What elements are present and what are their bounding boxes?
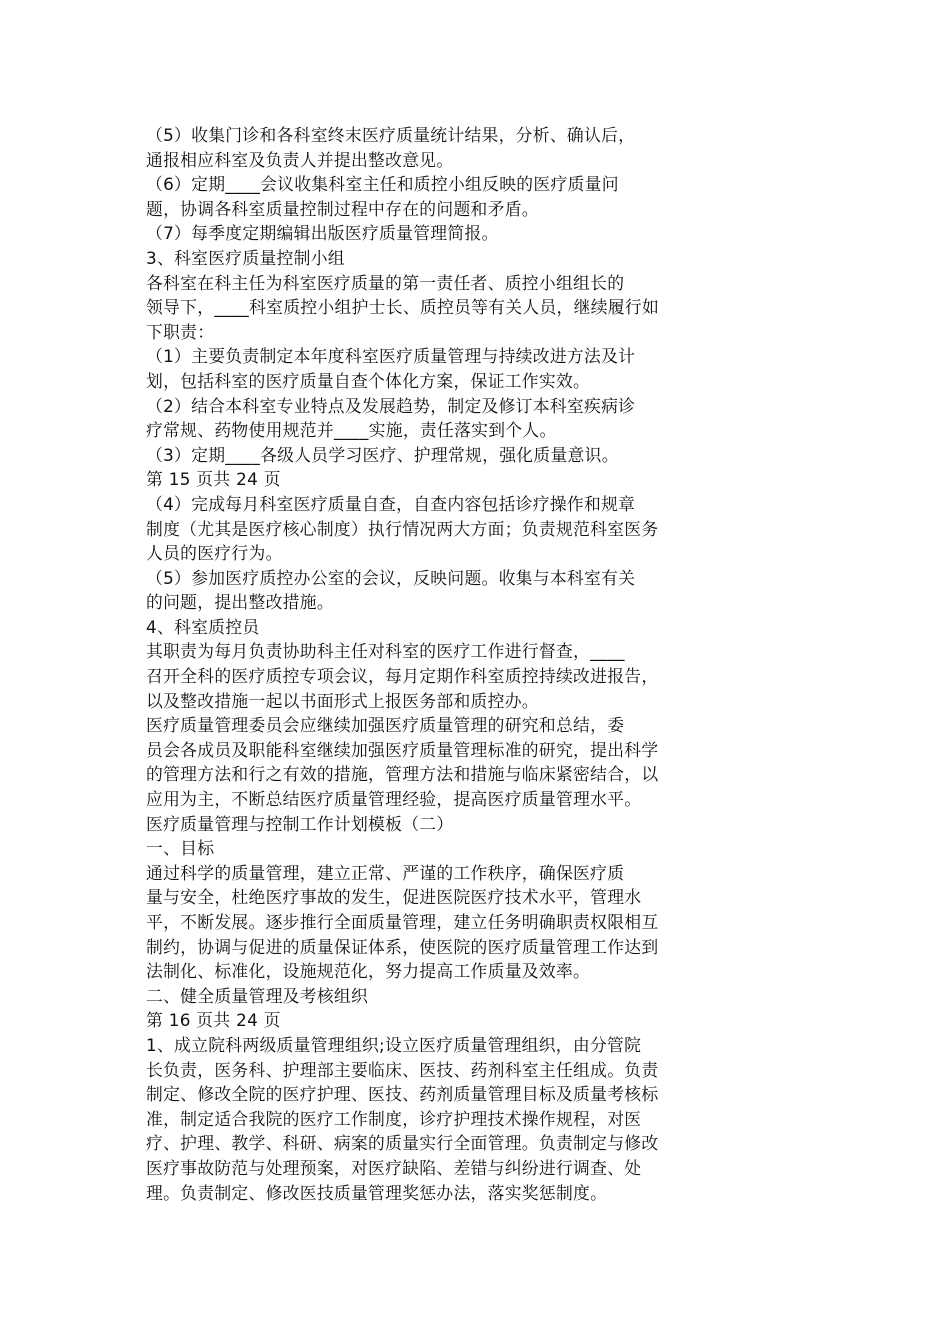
text-line: 疗常规、药物使用规范并____实施，责任落实到个人。 xyxy=(146,420,557,441)
text-line: （5）参加医疗质控办公室的会议，反映问题。收集与本科室有关 xyxy=(146,567,636,588)
text-line: 1、成立院科两级质量管理组织;设立医疗质量管理组织，由分管院 xyxy=(146,1034,642,1055)
text-line: 领导下，____科室质控小组护士长、质控员等有关人员，继续履行如 xyxy=(146,297,660,318)
text-line: 法制化、标准化，设施规范化，努力提高工作质量及效率。 xyxy=(146,961,591,982)
text-line: 准，制定适合我院的医疗工作制度，诊疗护理技术操作规程，对医 xyxy=(146,1108,642,1129)
text-line: 下职责： xyxy=(146,321,215,342)
text-line: 划，包括科室的医疗质量自查个体化方案，保证工作实效。 xyxy=(146,370,591,391)
text-line: 题，协调各科室质量控制过程中存在的问题和矛盾。 xyxy=(146,198,539,219)
text-line: 各科室在科主任为科室医疗质量的第一责任者、质控小组组长的 xyxy=(146,272,625,293)
text-line: （6）定期____会议收集科室主任和质控小组反映的医疗质量问 xyxy=(146,174,619,195)
page-number: 第 15 页共 24 页 xyxy=(146,469,281,490)
text-line: 制度（尤其是医疗核心制度）执行情况两大方面；负责规范科室医务 xyxy=(146,518,659,539)
text-line: 理。负责制定、修改医技质量管理奖惩办法，落实奖惩制度。 xyxy=(146,1182,608,1203)
page-number: 第 16 页共 24 页 xyxy=(146,1010,281,1031)
text-line: （2）结合本科室专业特点及发展趋势，制定及修订本科室疾病诊 xyxy=(146,395,636,416)
text-line: （3）定期____各级人员学习医疗、护理常规，强化质量意识。 xyxy=(146,444,619,465)
text-line: 量与安全，杜绝医疗事故的发生，促进医院医疗技术水平，管理水 xyxy=(146,887,642,908)
text-line: 以及整改措施一起以书面形式上报医务部和质控办。 xyxy=(146,690,539,711)
text-line: 通报相应科室及负责人并提出整改意见。 xyxy=(146,149,454,170)
section-heading: 二、健全质量管理及考核组织 xyxy=(146,985,369,1006)
text-line: 医疗质量管理委员会应继续加强医疗质量管理的研究和总结，委 xyxy=(146,715,625,736)
text-line: 疗、护理、教学、科研、病案的质量实行全面管理。负责制定与修改 xyxy=(146,1133,659,1154)
text-line: 长负责，医务科、护理部主要临床、医技、药剂科室主任组成。负责 xyxy=(146,1059,659,1080)
text-line: （4）完成每月科室医疗质量自查，自查内容包括诊疗操作和规章 xyxy=(146,493,636,514)
text-line: 的管理方法和行之有效的措施，管理方法和措施与临床紧密结合，以 xyxy=(146,764,659,785)
document-body xyxy=(146,123,726,1205)
text-line: 平，不断发展。逐步推行全面质量管理，建立任务明确职责权限相互 xyxy=(146,912,659,932)
section-heading: 一、目标 xyxy=(146,838,215,859)
text-line: 通过科学的质量管理，建立正常、严谨的工作秩序，确保医疗质 xyxy=(146,862,625,883)
text-line: 制定、修改全院的医疗护理、医技、药剂质量管理目标及质量考核标 xyxy=(146,1084,659,1105)
document-title: 医疗质量管理与控制工作计划模板（二） xyxy=(146,813,454,834)
text-line: （7）每季度定期编辑出版医疗质量管理简报。 xyxy=(146,223,499,244)
text-line: （1）主要负责制定本年度科室医疗质量管理与持续改进方法及计 xyxy=(146,346,636,367)
text-line: 制约，协调与促进的质量保证体系，使医院的医疗质量管理工作达到 xyxy=(146,936,659,957)
text-line: 召开全科的医疗质控专项会议，每月定期作科室质控持续改进报告， xyxy=(146,666,659,687)
text-line: 应用为主，不断总结医疗质量管理经验，提高医疗质量管理水平。 xyxy=(146,789,642,810)
section-heading: 4、科室质控员 xyxy=(146,616,260,637)
text-line: （5）收集门诊和各科室终末医疗质量统计结果，分析、确认后， xyxy=(146,125,636,145)
text-line: 医疗事故防范与处理预案，对医疗缺陷、差错与纠纷进行调查、处 xyxy=(146,1157,642,1178)
text-line: 人员的医疗行为。 xyxy=(146,543,283,564)
text-line: 员会各成员及职能科室继续加强医疗质量管理标准的研究，提出科学 xyxy=(146,739,659,760)
text-line: 其职责为每月负责协助科主任对科室的医疗工作进行督查，____ xyxy=(146,641,625,662)
section-heading: 3、科室医疗质量控制小组 xyxy=(146,247,345,268)
text-line: 的问题，提出整改措施。 xyxy=(146,592,334,613)
